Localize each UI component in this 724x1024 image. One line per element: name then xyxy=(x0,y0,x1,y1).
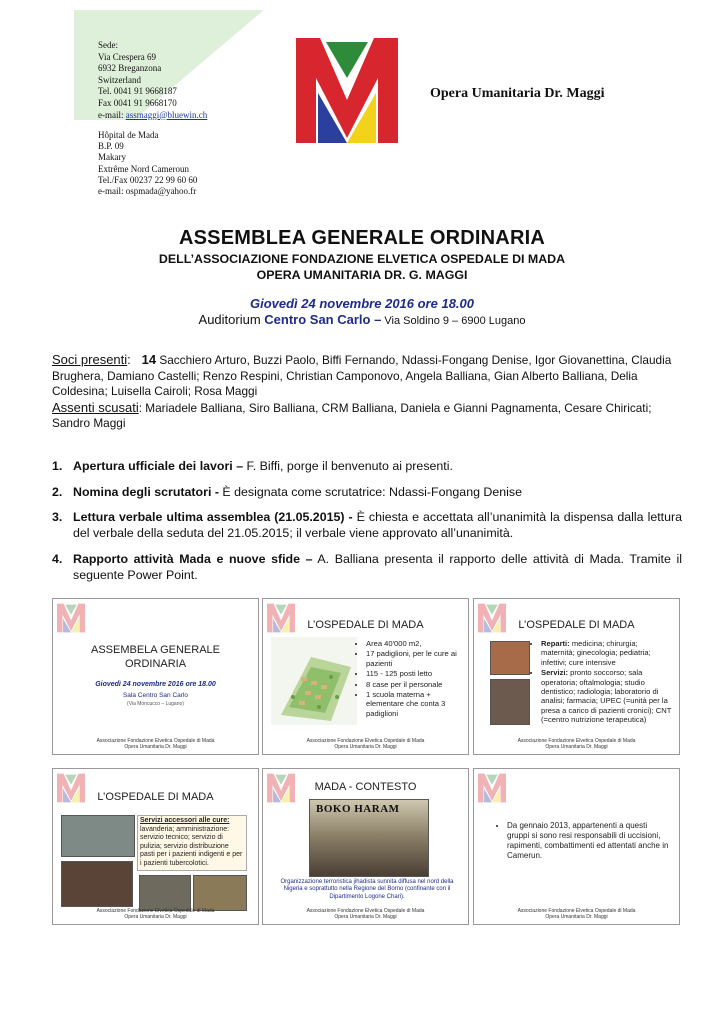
cooking-photo-2 xyxy=(193,875,247,911)
cooking-photo-1 xyxy=(139,875,191,911)
hospital-line: Extrême Nord Cameroun xyxy=(98,163,189,174)
sede-line: 6932 Breganzona xyxy=(98,63,162,74)
slide-footer: Associazione Fondazione Elvetica Ospedale di Mada Opera Umanitaria Dr. Maggi xyxy=(96,738,215,750)
slide-title: L’OSPEDALE DI MADA xyxy=(307,619,424,631)
slide-title: ASSEMBELA GENERALE ORDINARIA xyxy=(91,644,220,670)
slide-title: L’OSPEDALE DI MADA xyxy=(518,619,635,631)
meeting-date: Giovedì 24 novembre 2016 ore 18.00 xyxy=(249,296,474,311)
sede-line: Switzerland xyxy=(98,74,141,85)
document-title: ASSEMBLEA GENERALE ORDINARIA xyxy=(179,227,545,249)
agenda-item: 3. Lettura verbale ultima assemblea (21.05.2015) - È chiesta e accettata all’unanimità la dispensa dalla lettura del verbale della seduta del 21.05.2015; il verbale viene approvato all’unanimità. xyxy=(52,510,683,540)
hospital-line: Makary xyxy=(98,152,126,163)
sede-line: Tel. 0041 91 9668187 xyxy=(98,86,177,97)
hospital-line: B.P. 09 xyxy=(98,141,124,152)
hospital-line: Hôpital de Mada xyxy=(98,130,159,140)
laundry-photo xyxy=(61,815,135,857)
sede-line: Via Crespera 69 xyxy=(98,51,156,62)
sede-line: Fax 0041 91 9668170 xyxy=(98,97,177,108)
slide-bullets: • Reparti: medicina; chirurgia; maternità; ginecologia; pediatria; infettivi; cure intensive • Servizi: pronto soccorso; sala operatoria; oftalmologia; studio dentistico; radiologia; laboratorio di analisi; farmacia; UPEC (=unità per la presa a carico di pazienti cronici); CNT (=centro nutrizione terapeutica) xyxy=(532,639,672,726)
slide-title: MADA - CONTESTO xyxy=(314,781,417,793)
organization-name: Opera Umanitaria Dr. Maggi xyxy=(430,86,605,101)
sede-email-link[interactable]: assmaggi@bluewin.ch xyxy=(125,109,208,120)
slide-logo-icon xyxy=(57,603,85,633)
slide-logo-icon xyxy=(478,773,506,803)
slide-bullets: • Da gennaio 2013, appartenenti a questi gruppi si sono resi responsabili di uccisioni, rapimenti, combattimenti ed attentati anche in Camerun. xyxy=(498,821,670,862)
slide-caption: Organizzazione terroristica jihadista sunnita diffusa nel nord della Nigeria e soprattutto nella Regione del Borno (confinante con il Dipartimento Logone Chari). xyxy=(280,879,454,900)
agenda-item: 4. Rapporto attività Mada e nuove sfide – A. Balliana presenta il rapporto delle attività di Mada. Tramite il seguente Power Point. xyxy=(52,552,682,582)
slide-thumbnail-3 xyxy=(473,598,680,755)
kitchen-photo xyxy=(61,861,133,907)
slide-bullets: • Area 40'000 m2, • 17 padiglioni, per le cure ai pazienti • 115 - 125 posti letto • 8 case per il personale • 1 scuola materna + elementare che conta 3 padiglioni xyxy=(357,639,463,719)
slide-footer: Associazione Fondazione Elvetica Ospedale di Mada Opera Umanitaria Dr. Maggi xyxy=(96,908,215,920)
agenda-item: 1. Apertura ufficiale dei lavori – F. Biffi, porge il benvenuto ai presenti. xyxy=(52,459,453,473)
absent-members: Assenti scusati: Mariadele Balliana, Siro Balliana, CRM Balliana, Daniela e Gianni Pagnamenta, Cesare Chiricati; Sandro Maggi xyxy=(52,399,652,431)
sede-email-line: e-mail: assmaggi@bluewin.ch xyxy=(98,109,208,120)
services-box: Servizi accessori alle cure: lavanderia; amministrazione: servizio tecnico; servizio di pulizia; servizio distribuzione pasti per i pazienti indigenti e per i pazienti tubercolotici. xyxy=(137,815,247,871)
doctor-photo xyxy=(490,679,530,725)
slide-footer: Associazione Fondazione Elvetica Ospedale di Mada Opera Umanitaria Dr. Maggi xyxy=(517,738,636,750)
slide-thumbnail-2 xyxy=(262,598,469,755)
slide-footer: Associazione Fondazione Elvetica Ospedale di Mada Opera Umanitaria Dr. Maggi xyxy=(517,908,636,920)
slide-title: L’OSPEDALE DI MADA xyxy=(97,791,214,803)
sede-line: Sede: xyxy=(98,40,118,50)
slide-thumbnail-6 xyxy=(473,768,680,925)
slide-place: Sala Centro San Carlo xyxy=(122,692,189,699)
members-section xyxy=(52,352,682,432)
hospital-line: Tel./Fax 00237 22 99 60 60 xyxy=(98,174,198,185)
agenda-item: 2. Nomina degli scrutatori - È designata come scrutatrice: Ndassi-Fongang Denise xyxy=(52,485,522,499)
slide-address: (Via Moncucco – Lugano) xyxy=(127,701,184,707)
slide-thumbnail-1 xyxy=(52,598,259,755)
organization-logo xyxy=(296,38,398,143)
slide-thumbnail-4 xyxy=(52,768,259,925)
slide-thumbnail-5 xyxy=(262,768,469,925)
hospital-line: e-mail: ospmada@yahoo.fr xyxy=(98,186,197,197)
hospital-site-map xyxy=(271,637,357,725)
slide-date: Giovedì 24 novembre 2016 ore 18.00 xyxy=(95,681,216,688)
document-subtitle: DELL’ASSOCIAZIONE FONDAZIONE ELVETICA OSPEDALE DI MADA OPERA UMANITARIA DR. G. MAGGI xyxy=(158,252,566,282)
slide-footer: Associazione Fondazione Elvetica Ospedale di Mada Opera Umanitaria Dr. Maggi xyxy=(306,908,425,920)
ward-photo xyxy=(490,641,530,675)
sede-address-block xyxy=(98,40,278,121)
boko-haram-photo: BOKO HARAM xyxy=(309,799,429,877)
hospital-address-block xyxy=(98,130,298,197)
slide-footer: Associazione Fondazione Elvetica Ospedale di Mada Opera Umanitaria Dr. Maggi xyxy=(306,738,425,750)
meeting-venue: Auditorium Centro San Carlo – Via Soldino 9 – 6900 Lugano xyxy=(198,312,526,327)
present-members: Soci presenti: 14 Sacchiero Arturo, Buzzi Paolo, Biffi Fernando, Ndassi-Fongang Denise, Igor Giovanettina, Claudia Brughera, Damiano Castelli; Renzo Respini, Christian Camponovo, Angela Balliana, Gian Alberto Balliana, Delia Coldesina; Luisella Cairoli; Rosa Maggi xyxy=(52,352,672,399)
